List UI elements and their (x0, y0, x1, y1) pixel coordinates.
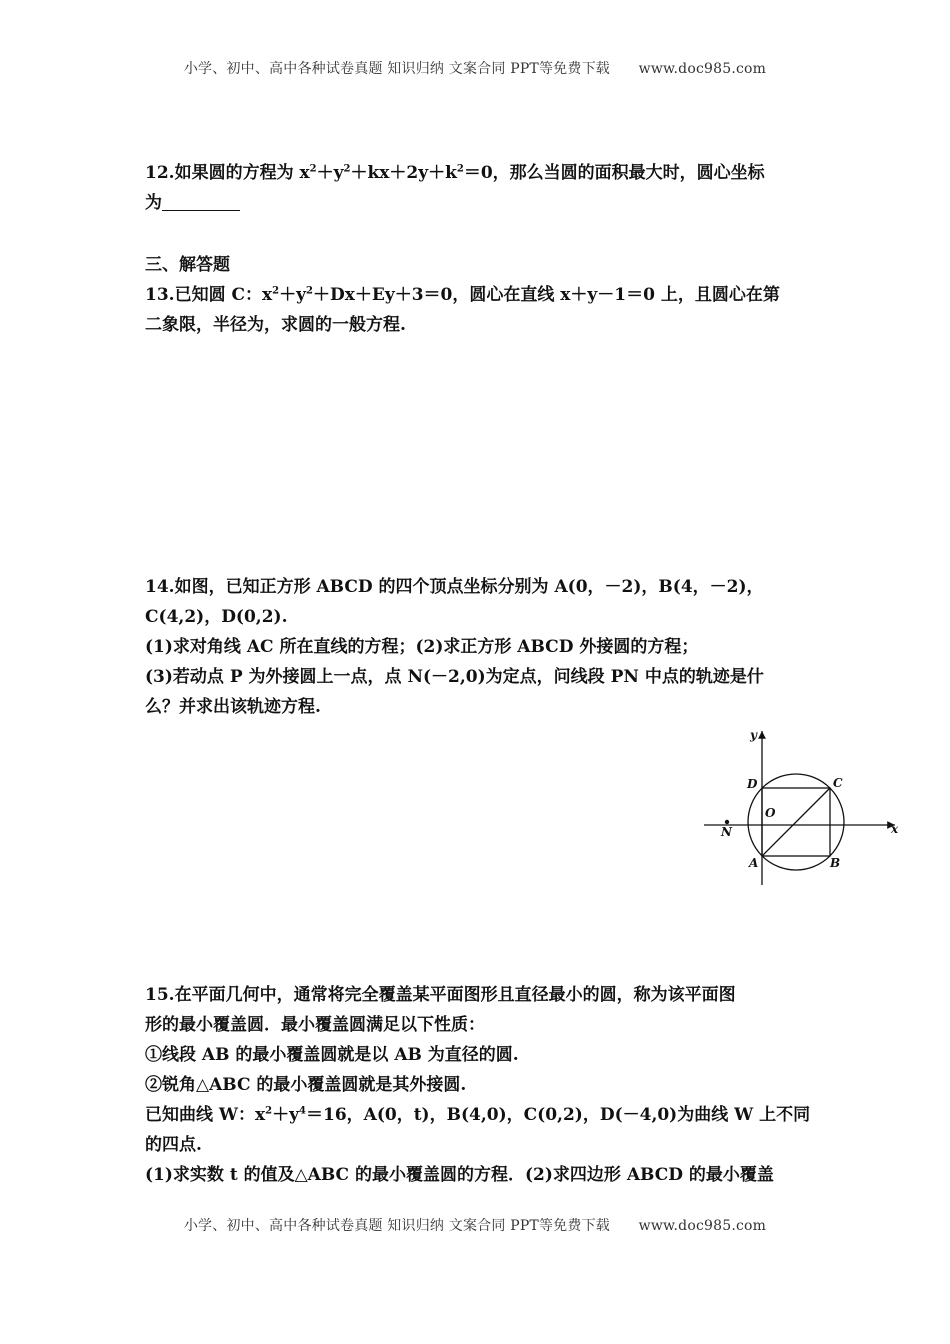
q12-sup1: 2 (309, 163, 317, 175)
q13-line2: 二象限，半径为，求圆的一般方程. (145, 315, 406, 335)
q13-text-c: ＋Dx＋Ey＋3＝0，圆心在直线 x＋y－1＝0 上，且圆心在第 (313, 285, 780, 305)
q14-line4: (3)若动点 P 为外接圆上一点，点 N(－2,0)为定点，问线段 PN 中点的轨迹是什 (145, 667, 764, 687)
point-n (725, 820, 729, 824)
q12-text-c: ＋kx＋2y＋k (350, 163, 457, 183)
header-text: 小学、初中、高中各种试卷真题 知识归纳 文案合同 PPT等免费下载 (183, 61, 610, 77)
q13-sup1: 2 (272, 285, 280, 297)
q12-sup3: 2 (456, 163, 464, 175)
q15-line2: 形的最小覆盖圆．最小覆盖圆满足以下性质： (145, 1015, 485, 1035)
section-title: 三、解答题 (145, 255, 230, 275)
q15-line4: ②锐角△ABC 的最小覆盖圆就是其外接圆. (145, 1075, 467, 1095)
answer-blank[interactable] (162, 192, 240, 211)
q14-line1: 14.如图，已知正方形 ABCD 的四个顶点坐标分别为 A(0，－2)，B(4，－2)， (145, 577, 764, 597)
page-header (0, 58, 950, 78)
footer-text: 小学、初中、高中各种试卷真题 知识归纳 文案合同 PPT等免费下载 (183, 1218, 610, 1234)
header-url: www.doc985.com (638, 61, 767, 77)
label-d: D (747, 777, 758, 791)
question-13 (145, 280, 810, 340)
q14-line2: C(4,2)，D(0,2). (145, 607, 288, 627)
q15-text-c: ＝16，A(0，t)，B(4,0)，C(0,2)，D(－4,0)为曲线 W 上不同 (305, 1105, 811, 1125)
q12-line2 (145, 188, 810, 218)
q13-text-b: ＋y (279, 285, 307, 305)
q12-sup2: 2 (343, 163, 351, 175)
label-b: B (830, 856, 841, 870)
q15-line5 (145, 1100, 810, 1130)
q15-sup2: 4 (299, 1105, 306, 1117)
label-x: x (891, 822, 899, 836)
q12-text-a: 12.如果圆的方程为 x (145, 163, 310, 183)
q15-sup1: 2 (265, 1105, 273, 1117)
question-15 (145, 980, 810, 1190)
label-a: A (749, 856, 759, 870)
figure-svg (700, 725, 910, 890)
label-y: y (750, 728, 757, 742)
question-14 (145, 572, 810, 722)
label-o: O (765, 806, 776, 820)
q15-text-b: ＋y (272, 1105, 300, 1125)
label-c: C (833, 776, 843, 790)
question-12 (145, 158, 810, 218)
diagonal-ac (762, 788, 830, 856)
q12-text-b: ＋y (316, 163, 344, 183)
label-n: N (721, 825, 732, 839)
q14-line3: (1)求对角线 AC 所在直线的方程；(2)求正方形 ABCD 外接圆的方程； (145, 637, 699, 657)
q13-sup2: 2 (306, 285, 313, 297)
footer-url: www.doc985.com (638, 1218, 767, 1234)
q13-line1 (145, 280, 810, 310)
q15-line3: ①线段 AB 的最小覆盖圆就是以 AB 为直径的圆. (145, 1045, 519, 1065)
q13-text-a: 13.已知圆 C：x (145, 285, 273, 305)
q14-line5: 么？并求出该轨迹方程. (145, 697, 321, 717)
page-footer (0, 1215, 950, 1235)
square-circle-figure (700, 725, 910, 890)
q15-line6: 的四点. (145, 1135, 202, 1155)
q15-text-a: 已知曲线 W：x (145, 1105, 266, 1125)
q12-text-line2: 为 (145, 193, 162, 213)
q12-text-d: ＝0，那么当圆的面积最大时，圆心坐标 (463, 163, 765, 183)
q15-line7: (1)求实数 t 的值及△ABC 的最小覆盖圆的方程．(2)求四边形 ABCD 的最小覆盖 (145, 1165, 774, 1185)
q15-line1: 15.在平面几何中，通常将完全覆盖某平面图形且直径最小的圆，称为该平面图 (145, 985, 736, 1005)
q12-line1 (145, 158, 810, 188)
